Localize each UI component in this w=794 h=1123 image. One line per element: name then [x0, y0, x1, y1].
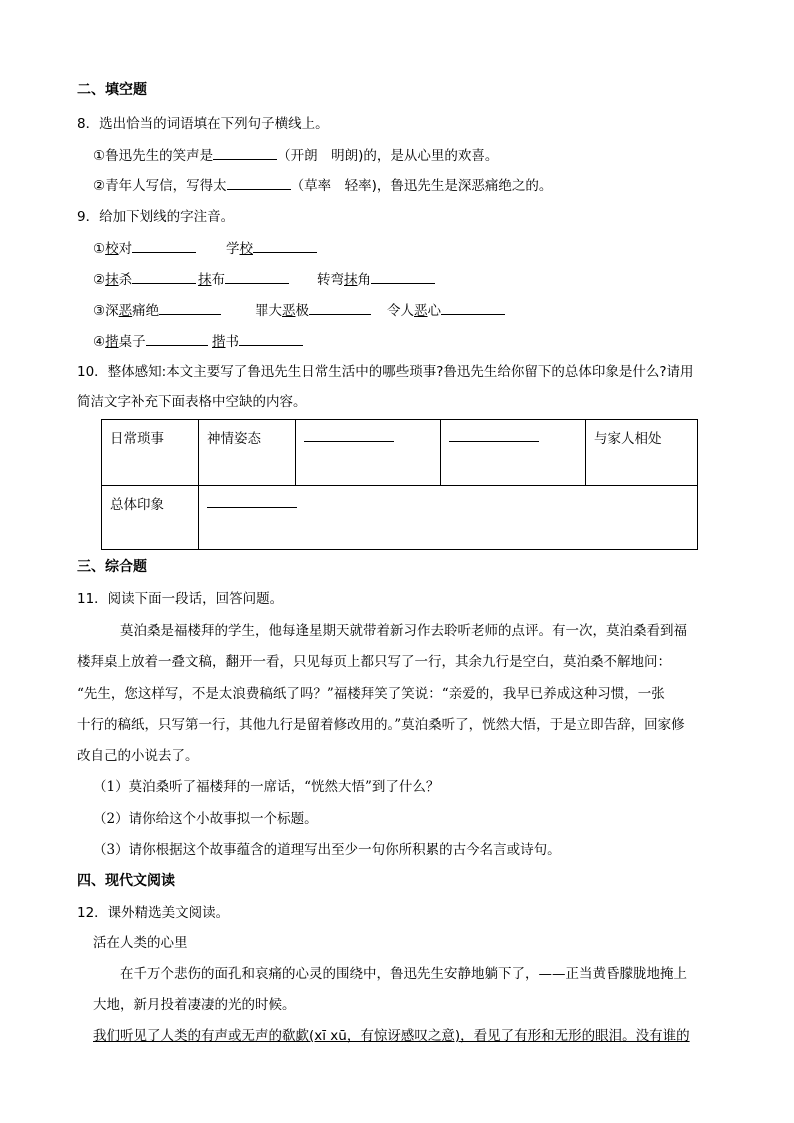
q9-r4a-post: 桌子 — [118, 334, 146, 350]
q9-r3b-blank[interactable] — [309, 300, 371, 315]
q11-passage-line-3: “先生，您这样写，不是太浪费稿纸了吗？”福楼拜笑了笑说：“亲爱的，我早已养成这种习惯，一张 — [77, 686, 665, 702]
q8-item-1-prefix: ①鲁迅先生的笑声是 — [93, 148, 214, 164]
q9-r3a-pre: ③深 — [93, 303, 119, 319]
q11-sub-question-3: （3）请你根据这个故事蕴含的道理写出至少一句你所积累的古今名言或诗句。 — [93, 842, 561, 858]
q9-r2a-post: 杀 — [118, 272, 133, 288]
q9-r3a-blank[interactable] — [159, 300, 221, 315]
q9-row-1-a — [93, 238, 196, 259]
q8-item-2-suffix: （草率 轻率)，鲁迅先生是深恶痛绝之的。 — [290, 178, 553, 194]
q9-r2a-blank[interactable] — [132, 269, 196, 284]
q9-r2b-post: 布 — [211, 272, 225, 288]
question-11-stem: 11．阅读下面一段话，回答问题。 — [77, 591, 284, 607]
q9-r3b-pre: 罪大 — [255, 303, 282, 319]
table-cell-family: 与家人相处 — [586, 420, 698, 486]
q11-sub-question-1: （1）莫泊桑听了福楼拜的一席话，“恍然大悟”到了什么？ — [93, 779, 440, 795]
q9-r2c-post: 角 — [357, 272, 371, 288]
table-cell-blank-1[interactable] — [296, 420, 441, 486]
q9-r4b-post: 书 — [225, 334, 239, 350]
q9-row-2-c — [317, 269, 435, 290]
q9-row-2-a — [93, 269, 196, 290]
table-cell-daily-trivia: 日常琐事 — [102, 420, 199, 486]
q9-r2a-underlined: 抹 — [105, 272, 119, 288]
q9-r3b-post: 极 — [295, 303, 309, 319]
q9-r3b-underlined: 恶 — [282, 303, 296, 319]
q9-r3c-underlined: 恶 — [414, 303, 428, 319]
table-blank-2[interactable] — [449, 427, 539, 442]
table-cell-blank-2[interactable] — [441, 420, 586, 486]
q9-r1b-blank[interactable] — [253, 238, 317, 253]
q9-r1a-blank[interactable] — [132, 238, 196, 253]
q9-r4a-underlined: 揩 — [105, 334, 119, 350]
question-8-item-1 — [93, 145, 498, 166]
q9-r4a-pre: ④ — [93, 334, 106, 350]
question-9-stem: 9．给加下划线的字注音。 — [77, 209, 235, 225]
q9-r2b-blank[interactable] — [225, 269, 289, 284]
table-cell-expression: 神情姿态 — [199, 420, 296, 486]
section-heading-fill-blank: 二、填空题 — [77, 82, 147, 98]
q11-passage-line-4: 十行的稿纸，只写第一行，其他九行是留着修改用的。”莫泊桑听了，恍然大悟，于是立即告辞，回家修 — [77, 717, 685, 733]
q12-article-title: 活在人类的心里 — [93, 935, 188, 951]
question-12-stem: 12．课外精选美文阅读。 — [77, 905, 230, 921]
q12-passage-line-3-underlined: 我们听见了人类的有声或无声的欷歔(xī xū，有惊讶感叹之意)，看见了有形和无形的眼泪。没有谁的 — [93, 1028, 690, 1044]
section-heading-modern-reading: 四、现代文阅读 — [77, 873, 175, 889]
table-blank-1[interactable] — [304, 427, 394, 442]
q9-row-4-b — [212, 331, 303, 352]
question-8-stem: 8．选出恰当的词语填在下列句子横线上。 — [77, 116, 329, 132]
q9-r1a-pre: ① — [93, 241, 106, 257]
q9-r3a-post: 痛绝 — [132, 303, 160, 319]
q9-r1b-pre: 学 — [226, 241, 240, 257]
q9-r1a-underlined: 校 — [105, 241, 119, 257]
question-10-line-1: 10．整体感知:本文主要写了鲁迅先生日常生活中的哪些琐事?鲁迅先生给你留下的总体印象是什么?请用 — [77, 364, 694, 380]
q9-r4b-blank[interactable] — [239, 331, 303, 346]
q11-passage-line-2: 楼拜桌上放着一叠文稿，翻开一看，只见每页上都只写了一行，其余九行是空白，莫泊桑不解地问： — [77, 654, 671, 670]
q9-r1a-post: 对 — [118, 241, 133, 257]
table-cell-blank-3[interactable] — [199, 486, 698, 550]
q8-item-2-prefix: ②青年人写信，写得太 — [93, 178, 227, 194]
q9-r4b-underlined: 揩 — [212, 334, 226, 350]
q9-r3c-post: 心 — [427, 303, 441, 319]
q11-passage-line-5: 改自己的小说去了。 — [77, 748, 199, 764]
q11-sub-question-2: （2）请你给这个小故事拟一个标题。 — [93, 811, 318, 827]
q8-item-1-blank[interactable] — [213, 145, 277, 160]
table-cell-overall-impression: 总体印象 — [102, 486, 199, 550]
q9-r2c-pre: 转弯 — [317, 272, 344, 288]
question-8-item-2 — [93, 175, 552, 196]
q9-r2a-pre: ② — [93, 272, 106, 288]
q12-passage-line-1: 在千万个悲伤的面孔和哀痛的心灵的围绕中，鲁迅先生安静地躺下了，——正当黄昏朦胧地掩上 — [93, 966, 687, 982]
q9-row-1-b — [226, 238, 317, 259]
q12-passage-line-2: 大地，新月投着凄凄的光的时候。 — [93, 997, 296, 1013]
q9-row-3-a — [93, 300, 221, 321]
table-row — [102, 420, 698, 486]
section-heading-comprehensive: 三、综合题 — [77, 559, 147, 575]
q9-r1b-underlined: 校 — [239, 241, 253, 257]
q9-row-4-a — [93, 331, 208, 352]
q9-row-3-b — [255, 300, 371, 321]
question-10-line-2: 简洁文字补充下面表格中空缺的内容。 — [77, 394, 307, 410]
q9-r4a-blank[interactable] — [146, 331, 208, 346]
q9-r3a-underlined: 恶 — [118, 303, 133, 319]
table-blank-3[interactable] — [207, 493, 297, 508]
table-row — [102, 486, 698, 550]
q9-r2c-blank[interactable] — [371, 269, 435, 284]
q9-row-3-c — [387, 300, 505, 321]
q8-item-1-suffix: （开朗 明朗)的，是从心里的欢喜。 — [277, 148, 499, 164]
q9-r3c-pre: 令人 — [387, 303, 414, 319]
q9-r2b-underlined: 抹 — [198, 272, 212, 288]
q8-item-2-blank[interactable] — [227, 175, 291, 190]
q9-r3c-blank[interactable] — [441, 300, 505, 315]
q11-passage-line-1: 莫泊桑是福楼拜的学生，他每逢星期天就带着新习作去聆听老师的点评。有一次，莫泊桑看到福 — [93, 623, 687, 639]
q9-row-2-b — [198, 269, 289, 290]
summary-table — [101, 419, 698, 550]
q9-r2c-underlined: 抹 — [344, 272, 358, 288]
